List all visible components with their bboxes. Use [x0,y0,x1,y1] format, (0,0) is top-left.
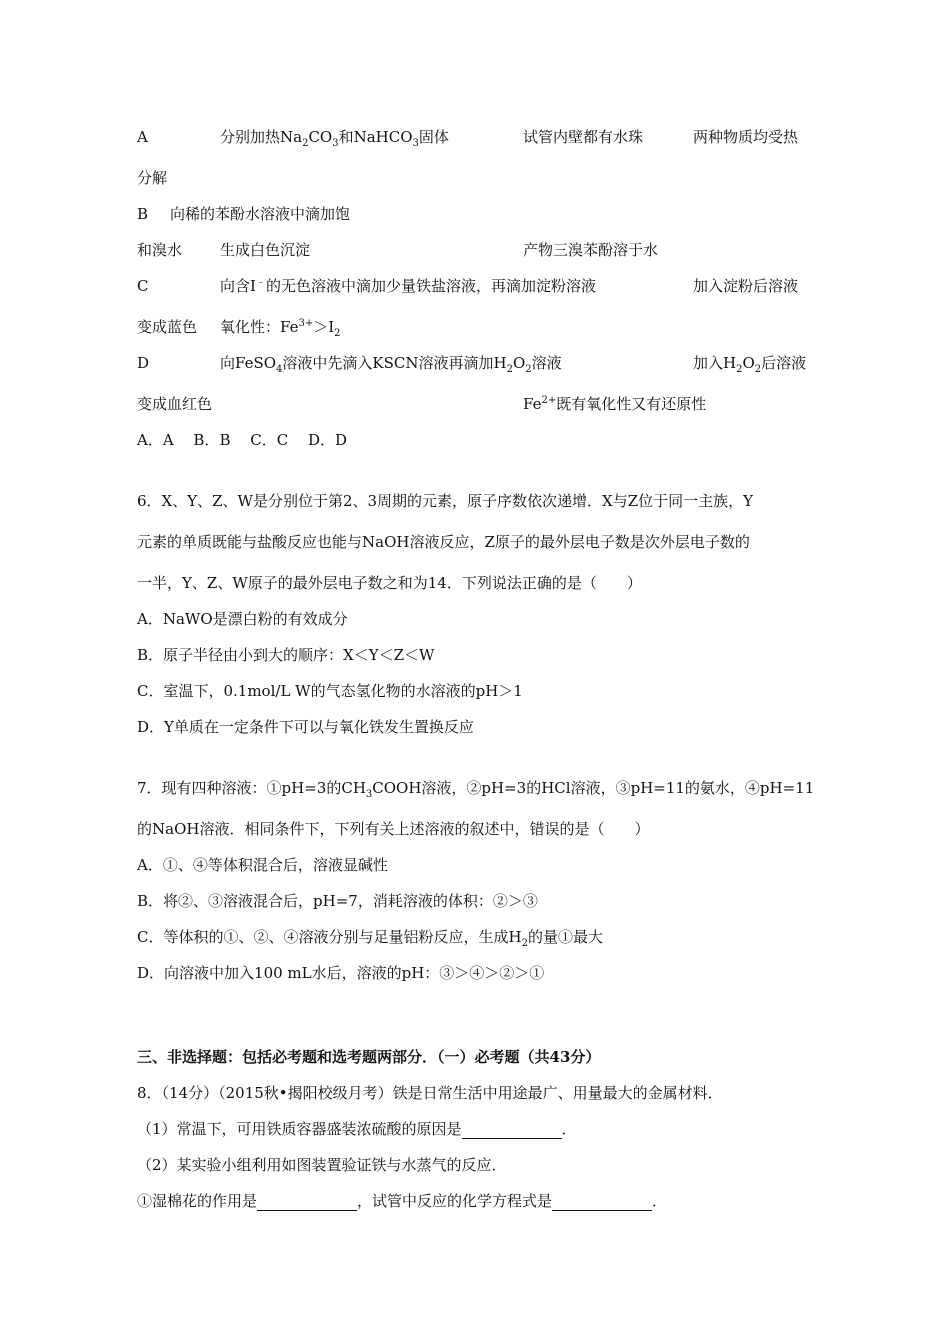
row-b-conclusion: 产物三溴苯酚溶于水 [523,241,659,259]
q6-stem-line1: 6．X、Y、Z、W是分别位于第2、3周期的元素，原子序数依次递增．X与Z位于同一主族，Y [137,492,754,510]
row-c-phenomenon-cont: 变成蓝色 [137,318,198,336]
q7-option-d: D．向溶液中加入100 mL水后，溶液的pH：③＞④＞②＞① [137,964,545,982]
q6-option-d: D．Y单质在一定条件下可以与氧化铁发生置换反应 [137,718,474,736]
q7-option-c: C．等体积的①、②、④溶液分别与足量铝粉反应，生成$H_2$的量①最大 [137,928,603,949]
row-b-operation-cont: 和溴水 [137,241,183,259]
q7-stem-line1: 7．现有四种溶液：①pH=3的$CH_3COOH$溶液，②pH=3的HCl溶液，③pH=11的氨水，④pH=11 [137,779,815,800]
row-a-phenomenon: 试管内壁都有水珠 [523,128,644,146]
q6-option-b: B．原子半径由小到大的顺序：X＜Y＜Z＜W [137,646,435,664]
row-c-operation: 向含I﹣的无色溶液中滴加少量铁盐溶液，再滴加淀粉溶液 [220,277,596,295]
q7-option-b: B．将②、③溶液混合后，pH=7，消耗溶液的体积：②＞③ [137,892,538,910]
answer-blank[interactable] [257,1194,357,1211]
row-b-label: B [137,205,149,223]
row-c-label: C [137,277,149,295]
section-heading: 三、非选择题：包括必考题和选考题两部分．（一）必考题（共43分） [137,1048,601,1066]
q6-option-c: C．室温下，0.1mol/L W的气态氢化物的水溶液的pH＞1 [137,682,523,700]
answer-blank[interactable] [462,1122,562,1139]
q5-options: A．A B．B C．C D．D [137,431,348,449]
row-d-phenomenon: 加入$H_2O_2$后溶液 [693,354,807,375]
row-d-label: D [137,354,150,372]
q6-option-a: A．NaWO是漂白粉的有效成分 [137,610,348,628]
row-d-operation: 向FeSO$_4$溶液中先滴入KSCN溶液再滴加$H_2O_2$溶液 [220,354,562,375]
answer-blank[interactable] [552,1194,652,1211]
row-a-conclusion-cont: 分解 [137,169,168,187]
row-b-phenomenon: 生成白色沉淀 [220,241,311,259]
q8-part1: （1）常温下，可用铁质容器盛装浓硫酸的原因是 ． [137,1120,577,1138]
row-a-operation: 分别加热$Na_2CO_3$和NaHCO$_3$固体 [220,128,449,149]
q8-stem: 8．（14分）（2015秋•揭阳校级月考）铁是日常生活中用途最广、用量最大的金属材料． [137,1084,723,1102]
q8-sub1: ①湿棉花的作用是 ，试管中反应的化学方程式是 ． [137,1192,668,1210]
row-b-operation: 向稀的苯酚水溶液中滴加饱 [170,205,351,223]
row-a-conclusion: 两种物质均受热 [693,128,799,146]
q6-stem-line2: 元素的单质既能与盐酸反应也能与NaOH溶液反应，Z原子的最外层电子数是次外层电子数的 [137,533,750,551]
q8-part2: （2）某实验小组利用如图装置验证铁与水蒸气的反应． [137,1156,507,1174]
q7-option-a: A．①、④等体积混合后，溶液显碱性 [137,856,388,874]
row-c-phenomenon: 加入淀粉后溶液 [693,277,799,295]
q6-stem-line3: 一半，Y、Z、W原子的最外层电子数之和为14．下列说法正确的是（ ） [137,574,642,592]
row-c-conclusion: 氧化性：$Fe^{3+}>I_2$ [220,318,341,339]
row-d-phenomenon-cont: 变成血红色 [137,395,213,413]
row-a-label: A [137,128,148,146]
row-d-conclusion: $Fe^{2+}$既有氧化性又有还原性 [523,395,707,413]
q7-stem-line2: 的NaOH溶液．相同条件下，下列有关上述溶液的叙述中，错误的是（ ） [137,820,650,838]
